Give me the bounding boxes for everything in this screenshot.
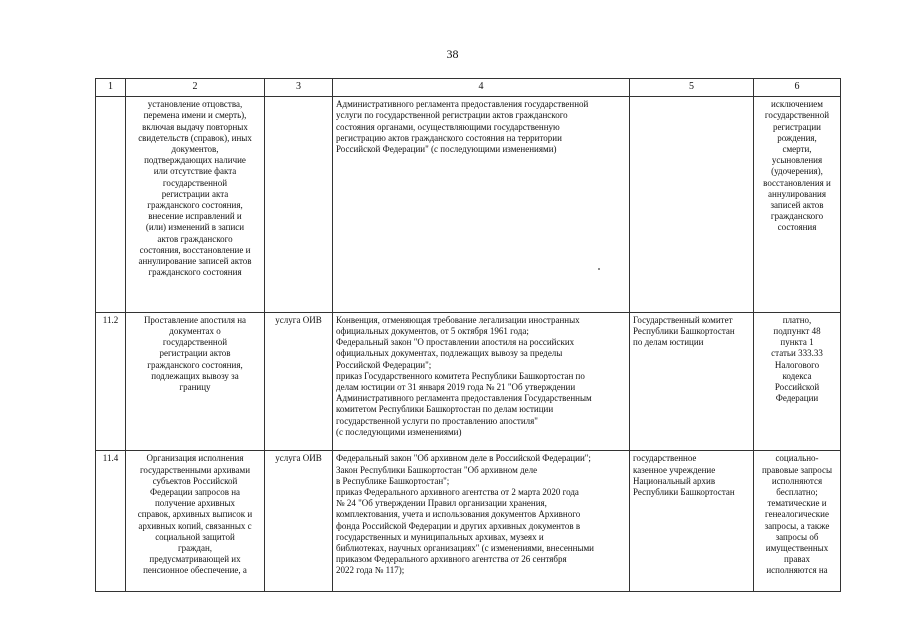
service-name: установление отцовства, перемена имени и смерть), включая выдачу повторных свидетельств (справок), иных документов, подтверждающих наличие или отсутствие факта государственной регистрации акта гражданского состояния, внесение исправлений и (или) изменений в записи актов гражданского состояния, восстановление и аннулирование записей актов гражданского состояния bbox=[138, 99, 252, 278]
column-header-5: 5 bbox=[630, 79, 754, 97]
column-header-6: 6 bbox=[754, 79, 841, 97]
column-header-3: 3 bbox=[265, 79, 333, 97]
table-row bbox=[96, 451, 841, 592]
legal-basis: Административного регламента предоставления государственной услуги по государственной регистрации актов гражданского состояния органами, осуществляющими государственную регистрацию актов гражданского состояния на территории Российской Федерации" (с последующими изменениями) bbox=[336, 99, 589, 155]
page-number: 38 bbox=[446, 47, 459, 61]
payment-terms: платно, подпункт 48 пункта 1 статьи 333.33 Налогового кодекса Российской Федерации bbox=[771, 314, 823, 404]
row-number: 11.2 bbox=[102, 314, 119, 325]
row-number: 11.4 bbox=[102, 453, 119, 464]
column-header-4: 4 bbox=[333, 79, 630, 97]
service-name: Организация исполнения государственными архивами субъектов Российской Федерации запросов на получение архивных справок, архивных выписок и архивных копий, связанных с социальной защитой граждан, предусматривающей их пенсионное обеспечение, а bbox=[137, 453, 253, 576]
column-header-1: 1 bbox=[96, 79, 126, 97]
legal-basis: Федеральный закон "Об архивном деле в Российской Федерации"; Закон Республики Башкортостан "Об архивном деле в Республике Башкортостан"; приказ Федерального архивного агентства от 2 марта 2020 года № 24 "Об утверждении Правил организации хранения, комплектования, учета и использования документов Архивного фонда Российской Федерации и других архивных документов в государственных и муниципальных архивах, музеях и библиотеках, научных организациях" (с изменениями, внесенными приказом Федерального архивного агентства от 26 сентября 2022 года № 117); bbox=[336, 453, 595, 576]
payment-terms: исключением государственной регистрации рождения, смерти, усыновления (удочерения), восстановления и аннулирования записей актов гражданского состояния bbox=[763, 99, 831, 233]
table-header-row bbox=[96, 79, 841, 97]
responsible-body: государственное казенное учреждение Национальный архив Республики Башкортостан bbox=[633, 453, 735, 497]
scan-speck bbox=[598, 268, 600, 270]
payment-terms: социально- правовые запросы исполняются бесплатно; тематические и генеалогические запросы, а также запросы об имущественных правах исполняются на bbox=[761, 453, 833, 576]
service-name: Проставление апостиля на документах о государственной регистрации актов гражданского состояния, подлежащих вывозу за границу bbox=[143, 314, 247, 392]
responsible-body: Государственный комитет Республики Башкортостан по делам юстиции bbox=[633, 314, 735, 348]
column-header-2: 2 bbox=[126, 79, 265, 97]
legal-basis: Конвенция, отменяющая требование легализации иностранных официальных документов, от 5 октября 1961 года; Федеральный закон "О проставлении апостиля на российских официальных документах, подлежащих вывозу за пределы Российской Федерации"; приказ Государственного комитета Республики Башкортостан по делам юстиции от 31 января 2019 года № 21 "Об утверждении Административного регламента предоставления Государственным комитетом Республики Башкортостан по делам юстиции государственной услуги по проставлению апостиля" (с последующими изменениями) bbox=[336, 314, 592, 437]
service-type: услуга ОИВ bbox=[275, 314, 322, 325]
table-row bbox=[96, 97, 841, 313]
table-row bbox=[96, 312, 841, 451]
service-type: услуга ОИВ bbox=[275, 453, 322, 464]
document-table bbox=[95, 78, 841, 592]
